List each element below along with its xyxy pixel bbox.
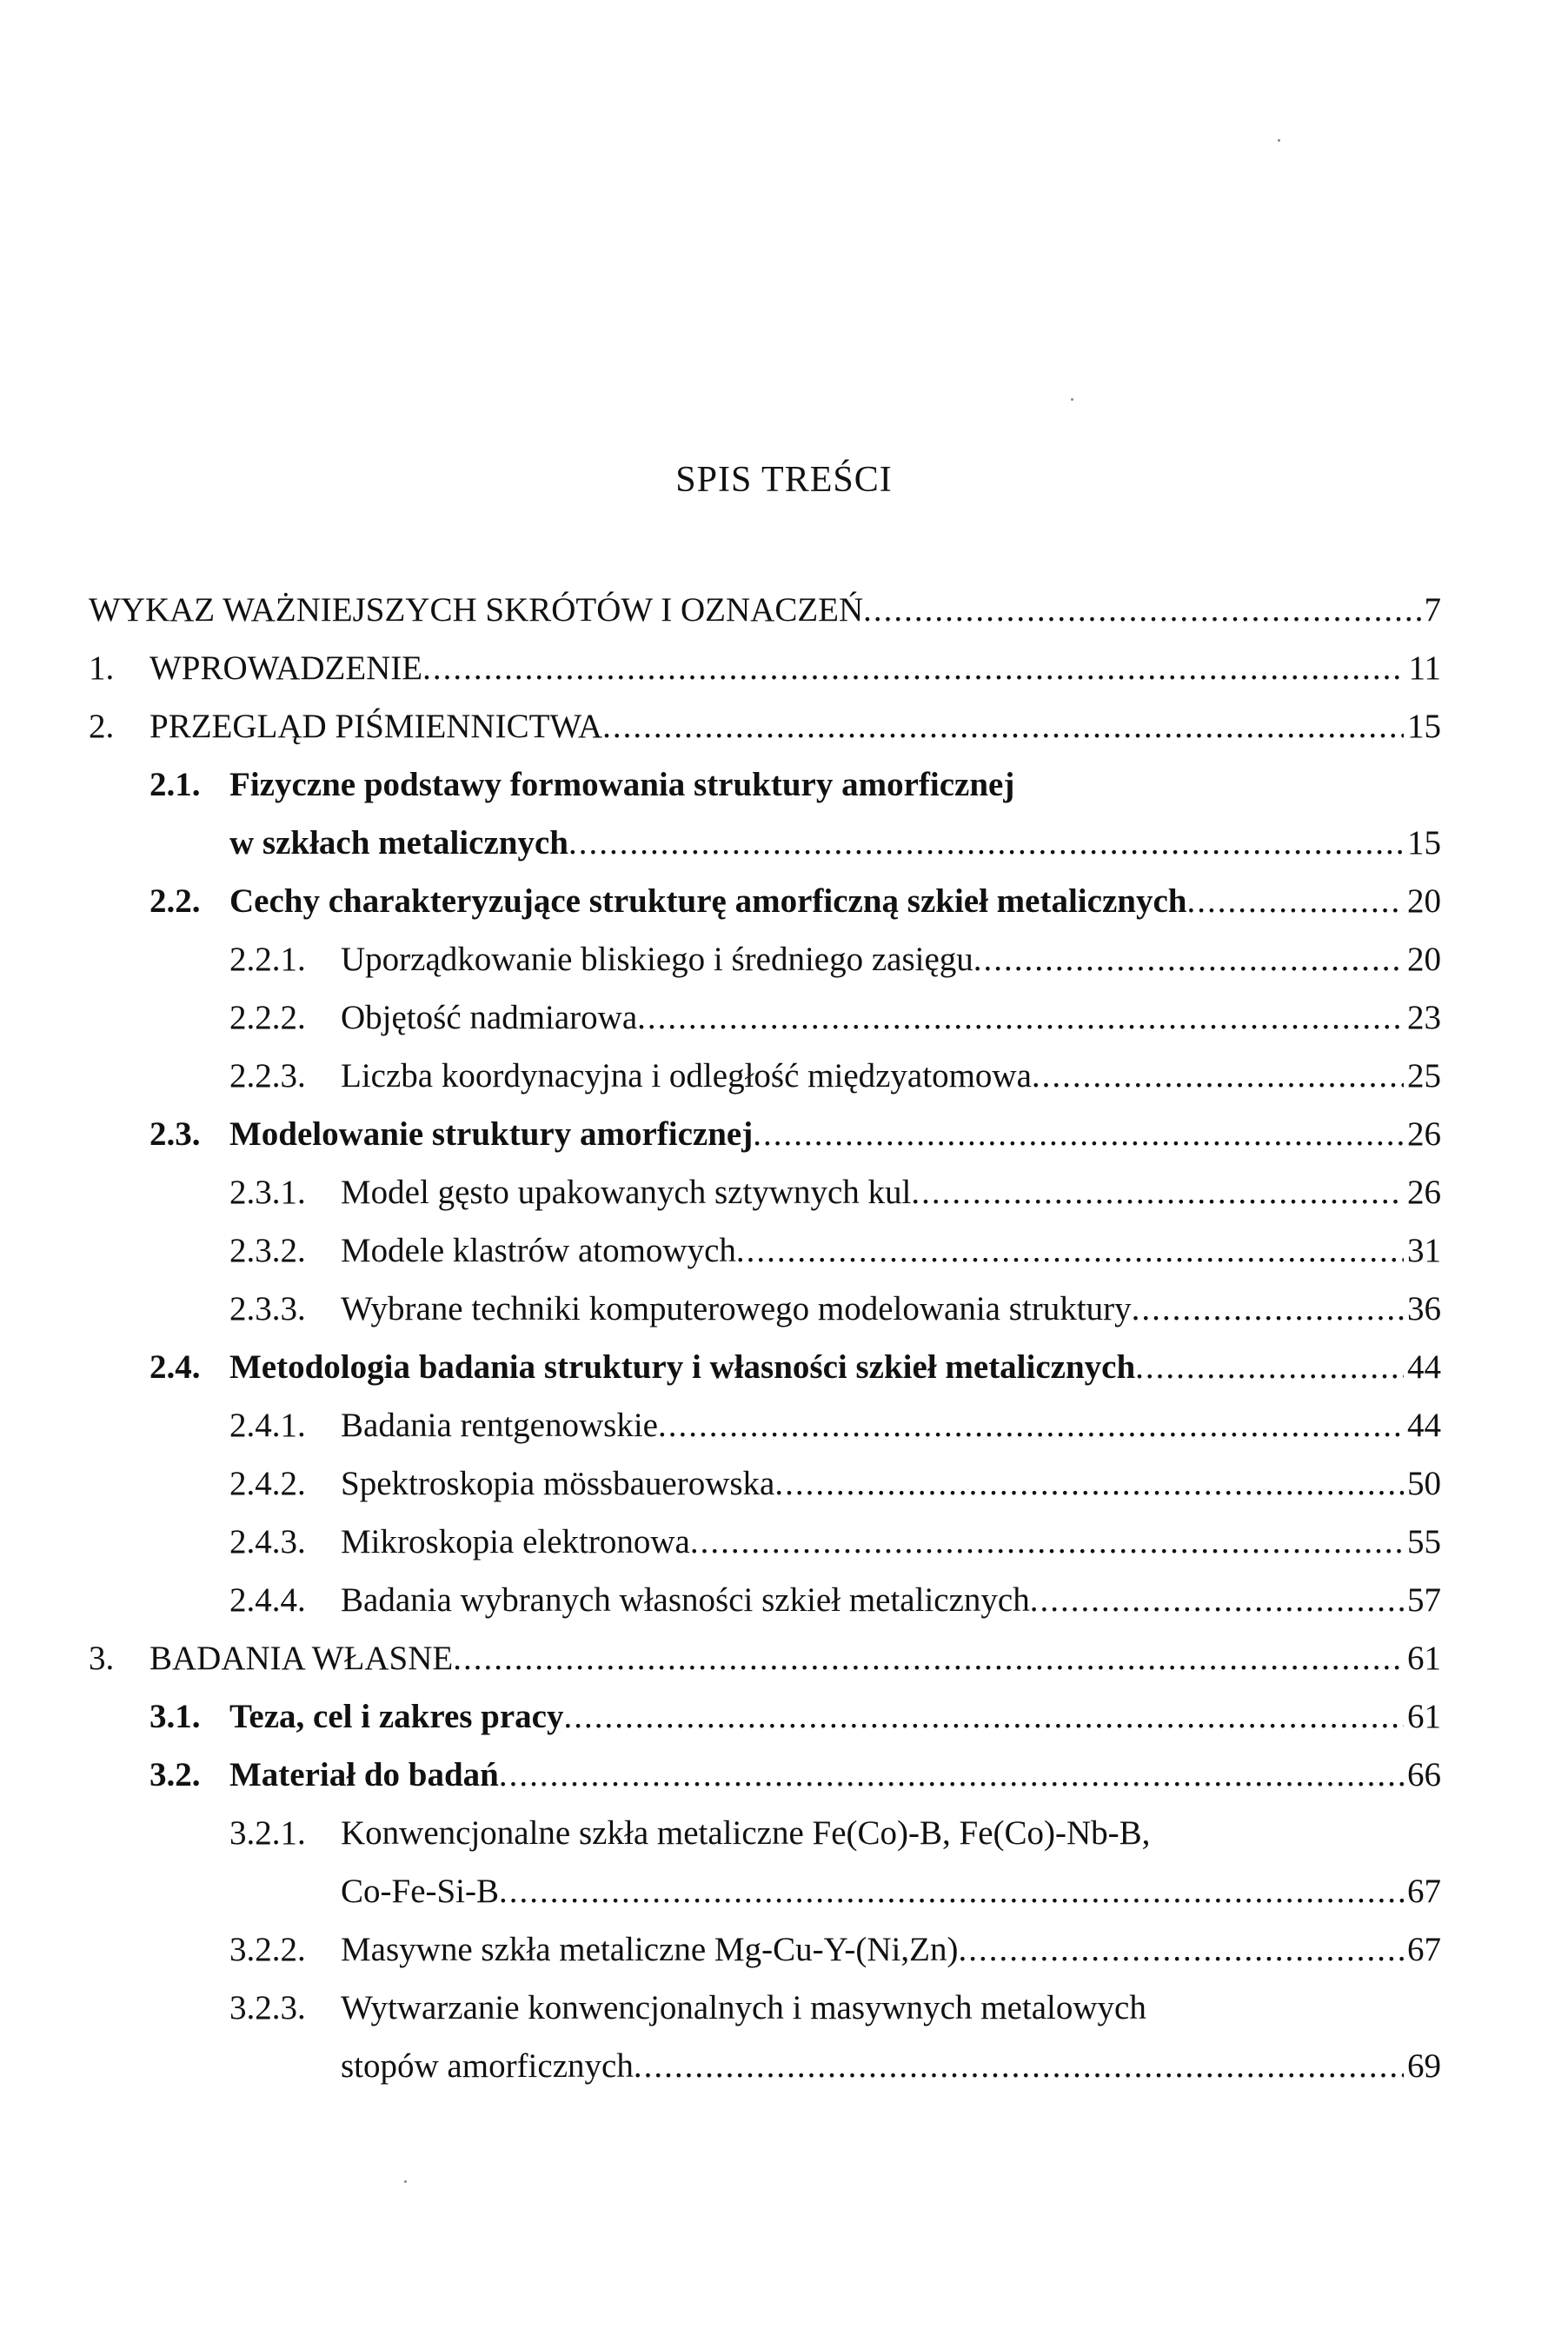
toc-entry-page: 50 [1407, 1465, 1441, 1502]
dot-leader [499, 1862, 1404, 1920]
toc-entry-number: 2.4.4. [229, 1581, 306, 1619]
toc-entry-number: 2.2.1. [229, 941, 306, 978]
toc-entry [89, 1979, 1441, 2037]
toc-entry-title: Wybrane techniki komputerowego modelowania struktury [341, 1290, 1132, 1328]
toc-entry-page: 31 [1407, 1232, 1441, 1269]
toc-entry [89, 1338, 1441, 1396]
dot-leader [973, 930, 1404, 988]
toc-entry [89, 1862, 1441, 1920]
toc-entry-line [341, 2037, 1441, 2095]
toc-entry [89, 1163, 1441, 1221]
toc-entry-number: 2.2. [149, 882, 201, 920]
toc-entry-number: 2.2.3. [229, 1057, 306, 1095]
toc-entry-page: 23 [1407, 999, 1441, 1036]
toc-entry-line [229, 1746, 1441, 1804]
toc-entry [89, 1687, 1441, 1746]
toc-entry [89, 1746, 1441, 1804]
toc-entry-title: Teza, cel i zakres pracy [229, 1698, 564, 1735]
toc-entry [89, 581, 1441, 639]
toc-entry-title: PRZEGLĄD PIŚMIENNICTWA [149, 708, 603, 745]
toc-entry [89, 988, 1441, 1047]
toc-entry-line [341, 1454, 1441, 1513]
toc-entry-line [149, 1629, 1441, 1687]
toc-entry-number: 3. [89, 1640, 115, 1677]
toc-entry-number: 3.1. [149, 1698, 201, 1735]
toc-entry [89, 1804, 1441, 1862]
toc-entry-page: 61 [1407, 1640, 1441, 1677]
toc-entry-number: 2.4.2. [229, 1465, 306, 1502]
toc-entry-number: 3.2.3. [229, 1989, 306, 2026]
toc-entry-title: Model gęsto upakowanych sztywnych kul [341, 1174, 912, 1211]
dot-leader [564, 1687, 1405, 1746]
toc-entry-title: Modelowanie struktury amorficznej [229, 1115, 754, 1153]
dot-leader [753, 1105, 1404, 1163]
toc-entry-number: 1. [89, 649, 115, 687]
toc-entry-number: 3.2. [149, 1756, 201, 1793]
dot-leader [863, 581, 1420, 639]
toc-entry-title: Masywne szkła metaliczne Mg-Cu-Y-(Ni,Zn) [341, 1931, 959, 1968]
toc-entry-line [341, 1862, 1441, 1920]
toc-entry [89, 930, 1441, 988]
toc-entry-title: Konwencjonalne szkła metaliczne Fe(Co)-B, Fe(Co)-Nb-B, [341, 1814, 1151, 1852]
toc-entry-page: 67 [1407, 1931, 1441, 1968]
dot-leader [453, 1629, 1404, 1687]
toc-entry-title: w szkłach metalicznych [229, 824, 568, 862]
toc-entry-line [149, 697, 1441, 755]
toc-entry-title: WPROWADZENIE [149, 649, 423, 687]
dot-leader [1135, 1338, 1404, 1396]
toc-entry-title: WYKAZ WAŻNIEJSZYCH SKRÓTÓW I OZNACZEŃ [89, 591, 864, 629]
toc-entry-number: 2.4. [149, 1348, 201, 1386]
toc-entry [89, 1454, 1441, 1513]
toc-entry-line [149, 639, 1441, 697]
toc-entry-line [229, 872, 1441, 930]
toc-entry-line [229, 814, 1441, 872]
toc-entry-number: 2.4.3. [229, 1523, 306, 1560]
toc-entry-line [341, 988, 1441, 1047]
toc-entry-line [229, 1105, 1441, 1163]
toc-entry-line [89, 581, 1441, 639]
toc-entry-page: 44 [1407, 1407, 1441, 1444]
toc-entry-title: Wytwarzanie konwencjonalnych i masywnych metalowych [341, 1989, 1146, 2026]
toc-entry-line [229, 1338, 1441, 1396]
toc-entry-page: 44 [1407, 1348, 1441, 1386]
toc-entry-number: 2.3. [149, 1115, 201, 1153]
toc-entry [89, 1047, 1441, 1105]
toc-entry-number: 2. [89, 708, 115, 745]
toc-entry-title: BADANIA WŁASNE [149, 1640, 454, 1677]
scan-speck [404, 2180, 407, 2183]
toc-entry [89, 1629, 1441, 1687]
toc-entry-line [341, 1920, 1441, 1979]
dot-leader [422, 639, 1405, 697]
toc-entry-title: Mikroskopia elektronowa [341, 1523, 690, 1560]
toc-entry-page: 20 [1407, 882, 1441, 920]
dot-leader [602, 697, 1404, 755]
toc-entry-number: 2.2.2. [229, 999, 306, 1036]
toc-entry-number: 2.1. [149, 766, 201, 803]
dot-leader [774, 1454, 1404, 1513]
toc-entry-title: Badania wybranych własności szkieł metalicznych [341, 1581, 1030, 1619]
toc-entry-page: 69 [1407, 2047, 1441, 2085]
toc-entry [89, 697, 1441, 755]
toc-entry-title: Spektroskopia mössbauerowska [341, 1465, 775, 1502]
toc-entry [89, 1280, 1441, 1338]
toc-entry-number: 3.2.1. [229, 1814, 306, 1852]
toc-entry-title: Uporządkowanie bliskiego i średniego zasięgu [341, 941, 973, 978]
toc-entry-number: 2.4.1. [229, 1407, 306, 1444]
toc-entry-page: 67 [1407, 1873, 1441, 1910]
dot-leader [690, 1513, 1404, 1571]
toc-entry-line [341, 1513, 1441, 1571]
table-of-contents [89, 581, 1441, 2095]
toc-entry-page: 20 [1407, 941, 1441, 978]
toc-entry-page: 15 [1407, 708, 1441, 745]
toc-entry-line [341, 1396, 1441, 1454]
toc-entry-page: 36 [1407, 1290, 1441, 1328]
dot-leader [736, 1221, 1404, 1280]
toc-entry-title: Cechy charakteryzujące strukturę amorficzną szkieł metalicznych [229, 882, 1187, 920]
toc-entry-page: 26 [1407, 1115, 1441, 1153]
dot-leader [658, 1396, 1404, 1454]
toc-entry-page: 61 [1407, 1698, 1441, 1735]
toc-entry-line [229, 1687, 1441, 1746]
page-title: SPIS TREŚCI [675, 460, 893, 500]
toc-entry-title: Metodologia badania struktury i własności szkieł metalicznych [229, 1348, 1136, 1386]
scan-speck [1278, 139, 1280, 142]
scan-speck [1071, 398, 1073, 401]
toc-entry [89, 872, 1441, 930]
toc-entry-title: stopów amorficznych [341, 2047, 634, 2085]
dot-leader [634, 2037, 1404, 2095]
toc-entry-title: Liczba koordynacyjna i odległość międzyatomowa [341, 1057, 1032, 1095]
toc-entry-title: Objętość nadmiarowa [341, 999, 638, 1036]
toc-entry-line [341, 1163, 1441, 1221]
toc-entry [89, 1513, 1441, 1571]
dot-leader [568, 814, 1404, 872]
toc-entry [89, 1396, 1441, 1454]
toc-entry-page: 57 [1407, 1581, 1441, 1619]
toc-entry-title: Modele klastrów atomowych [341, 1232, 736, 1269]
toc-entry-title: Materiał do badań [229, 1756, 499, 1793]
toc-entry-number: 2.3.1. [229, 1174, 306, 1211]
toc-entry-page: 15 [1407, 824, 1441, 862]
dot-leader [1132, 1280, 1404, 1338]
toc-entry-line [341, 1047, 1441, 1105]
toc-entry-number: 2.3.3. [229, 1290, 306, 1328]
dot-leader [1186, 872, 1404, 930]
toc-entry [89, 1920, 1441, 1979]
dot-leader [1030, 1571, 1404, 1629]
toc-entry-line [341, 930, 1441, 988]
toc-entry-number: 2.3.2. [229, 1232, 306, 1269]
toc-entry [89, 1221, 1441, 1280]
toc-entry-page: 11 [1408, 649, 1441, 687]
toc-entry-line [341, 1280, 1441, 1338]
toc-entry-title: Fizyczne podstawy formowania struktury amorficznej [229, 766, 1015, 803]
toc-entry-page: 25 [1407, 1057, 1441, 1095]
toc-entry [89, 814, 1441, 872]
toc-entry-line [341, 1221, 1441, 1280]
toc-entry-line [341, 1571, 1441, 1629]
dot-leader [1032, 1047, 1404, 1105]
dot-leader [911, 1163, 1404, 1221]
toc-entry-page: 66 [1407, 1756, 1441, 1793]
toc-entry-page: 55 [1407, 1523, 1441, 1560]
toc-entry-title: Co-Fe-Si-B [341, 1873, 500, 1910]
toc-entry [89, 2037, 1441, 2095]
dot-leader [499, 1746, 1404, 1804]
toc-entry-title: Badania rentgenowskie [341, 1407, 658, 1444]
toc-entry-page: 7 [1424, 591, 1441, 629]
toc-entry [89, 1105, 1441, 1163]
dot-leader [958, 1920, 1404, 1979]
toc-entry-number: 3.2.2. [229, 1931, 306, 1968]
toc-entry [89, 639, 1441, 697]
dot-leader [637, 988, 1404, 1047]
toc-entry-page: 26 [1407, 1174, 1441, 1211]
toc-entry [89, 1571, 1441, 1629]
toc-entry [89, 755, 1441, 814]
